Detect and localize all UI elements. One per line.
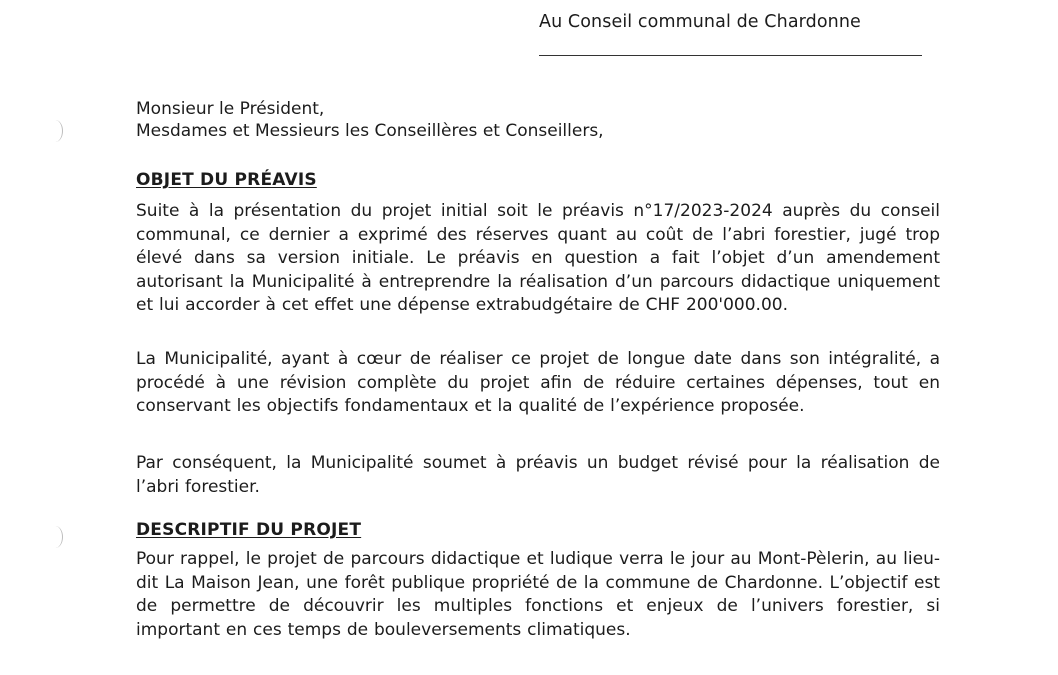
paragraph-objet-3: Par conséquent, la Municipalité soumet à préavis un budget révisé pour la réalisation de l’abri forestier. [136, 453, 940, 497]
paragraph-descriptif-1: Pour rappel, le projet de parcours didactique et ludique verra le jour au Mont-Pèlerin, au lieu-dit La Maison Jean, une forêt publique propriété de la commune de Chardonne. L’objectif est de permettre de découvrir les multiples fonctions et enjeux de l’univers forestier, si important en ces temps de bouleversements climatiques. [136, 549, 940, 640]
section-title-descriptif: DESCRIPTIF DU PROJET [136, 520, 362, 540]
salutation-line-2: Mesdames et Messieurs les Conseillères et Conseillers, [136, 121, 604, 141]
address-underline [539, 55, 922, 56]
punch-hole-mark [48, 526, 63, 548]
punch-hole-mark [48, 120, 63, 142]
paragraph-objet-2: La Municipalité, ayant à cœur de réaliser ce projet de longue date dans son intégralité, a procédé à une révision complète du projet afin de réduire certaines dépenses, tout en conservant les objectifs fondamentaux et la qualité de l’expérience proposée. [136, 349, 940, 417]
addressee: Au Conseil communal de Chardonne [539, 12, 861, 32]
section-title-objet: OBJET DU PRÉAVIS [136, 170, 317, 190]
salutation-line-1: Monsieur le Président, [136, 99, 325, 119]
paragraph-objet-1: Suite à la présentation du projet initial soit le préavis n°17/2023-2024 auprès du conseil communal, ce dernier a exprimé des réserves quant au coût de l’abri forestier, jugé trop élevé dans sa version initiale. Le préavis en question a fait l’objet d’un amendement autorisant la Municipalité à entreprendre la réalisation d’un parcours didactique uniquement et lui accorder à cet effet une dépense extrabudgétaire de CHF 200'000.00. [136, 201, 940, 316]
